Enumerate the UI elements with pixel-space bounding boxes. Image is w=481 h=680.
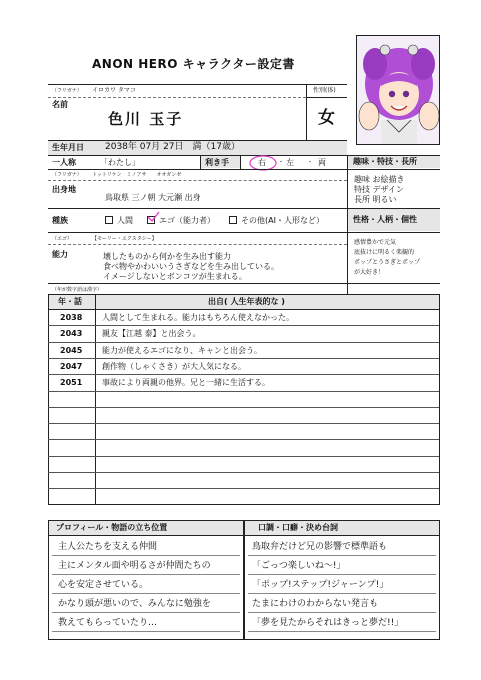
quote-line: 「ごっつ楽しいね～!」	[252, 561, 346, 571]
ability-line: 食べ物やかわいいうさぎなどを生み出している。	[103, 262, 279, 271]
personality-line: 感情豊かで元気	[354, 239, 397, 246]
history-col-year: 年・話	[58, 297, 82, 306]
story-line: かなり頭が悪いので、みんなに勉強を	[58, 599, 211, 609]
history-year: 2043	[60, 329, 83, 339]
quote-line: たまにわけのわからない発言も	[252, 599, 379, 609]
history-row-divider	[48, 325, 439, 326]
race-human-label: 人間	[117, 216, 133, 225]
story-line: 主にメンタル面や明るさが仲間たちの	[58, 561, 211, 571]
furigana-value: イロカワ タマコ	[92, 87, 136, 94]
hobby-line: 趣味 お絵描き	[354, 175, 405, 184]
quote-line: 「ポップ!ステップ!ジャーンプ!」	[252, 580, 389, 590]
hobby-label: 趣味・特技・長所	[353, 157, 417, 166]
story-line: 心を安定させている。	[58, 580, 149, 590]
story-line: 主人公たちを支える仲間	[58, 542, 158, 552]
gender-value: 女	[318, 108, 335, 128]
hobby-line: 長所 明るい	[354, 195, 397, 204]
history-year: 2047	[60, 361, 83, 371]
hobby-line: 特技 デザイン	[354, 185, 404, 194]
personality-line: 底抜けに明るく楽観的	[354, 249, 415, 256]
ego-label: （エゴ）	[52, 236, 73, 242]
origin-label: 出身地	[52, 185, 76, 194]
story-title: プロフィール・物語の立ち位置	[56, 523, 168, 532]
history-col-event: 出自( 人生年表的な )	[208, 297, 285, 306]
history-row-divider	[48, 439, 439, 440]
name-label: 名前	[52, 100, 68, 109]
history-event: 事故により両親の他界。兄と一緒に生活する。	[102, 378, 270, 388]
personality-line: が大好き！	[354, 269, 385, 276]
race-human-checkbox[interactable]	[105, 216, 113, 224]
race-label: 種族	[52, 216, 68, 225]
hand-right: 右	[258, 158, 266, 167]
furigana-label: （フリガナ）	[52, 88, 82, 94]
history-row-divider	[48, 407, 439, 408]
personality-line: ポップとうさぎとポップ	[354, 259, 421, 266]
history-row-divider	[48, 342, 439, 343]
history-note: （年が数字語は漢字）	[52, 287, 103, 293]
history-event: 親友【江越 泰】と出会う。	[102, 329, 201, 339]
hand-left: 左	[286, 158, 294, 167]
quote-line: 鳥取弁だけど兄の影響で標準語も	[252, 542, 388, 552]
personality-label: 性格・人柄・個性	[353, 215, 417, 224]
ability-label: 能力	[52, 250, 68, 259]
history-year: 2051	[60, 378, 83, 388]
history-year: 2038	[60, 313, 83, 322]
ego-name: 【モーリー・エクスタシー】	[92, 236, 157, 242]
race-ego-label: エゴ（能力者）	[159, 216, 215, 225]
quotes-title: 口調・口癖・決め台詞	[258, 523, 338, 532]
pronoun-value: 「わたし」	[100, 158, 140, 167]
origin-furigana-label: （フリガナ）	[52, 172, 82, 178]
history-event: 能力が使えるエゴになり、キャンと出会う。	[102, 345, 262, 355]
history-event: 創作物（しゃくさき）が大人気になる。	[102, 361, 246, 371]
ability-line: 壊したものから何かを生み出す能力	[103, 252, 231, 261]
hand-both: 両	[318, 158, 326, 167]
history-row-divider	[48, 488, 439, 489]
history-row-divider	[48, 456, 439, 457]
birth-label: 生年月日	[52, 143, 84, 152]
history-row-divider	[48, 358, 439, 359]
page-title: ANON HERO キャラクター設定書	[92, 57, 295, 71]
pronoun-label: 一人称	[52, 158, 76, 167]
race-ego-check-icon	[146, 211, 160, 223]
race-other-checkbox[interactable]	[229, 216, 237, 224]
story-line: 教えてもらっていたり…	[58, 618, 158, 628]
origin-value: 鳥取県 三ノ朝 大元瀬 出身	[105, 193, 201, 202]
hand-label: 利き手	[205, 158, 229, 167]
gender-label: 性別(体)	[313, 87, 336, 94]
birth-value: 2038年 07月 27日 満（17歳）	[105, 142, 240, 152]
origin-furigana-value: トットリケン ミノアサ オオガンゼ	[92, 172, 182, 178]
history-row-divider	[48, 374, 439, 375]
character-portrait	[356, 35, 440, 145]
race-other-label: その他(AI・人形など）	[241, 216, 324, 225]
history-row-divider	[48, 472, 439, 473]
ability-line: イメージしないとボンコツが生まれる。	[103, 272, 247, 281]
name-value: 色川 玉子	[108, 110, 184, 128]
portrait-illustration	[357, 36, 440, 145]
quote-line: 「夢を見たからそれはきっと夢だ!!」	[252, 618, 404, 628]
history-year: 2045	[60, 345, 83, 355]
history-row-divider	[48, 391, 439, 392]
hand-selection-mark	[248, 153, 278, 173]
history-event: 人間として生まれる。能力はもちろん使えなかった。	[102, 313, 294, 322]
history-row-divider	[48, 423, 439, 424]
